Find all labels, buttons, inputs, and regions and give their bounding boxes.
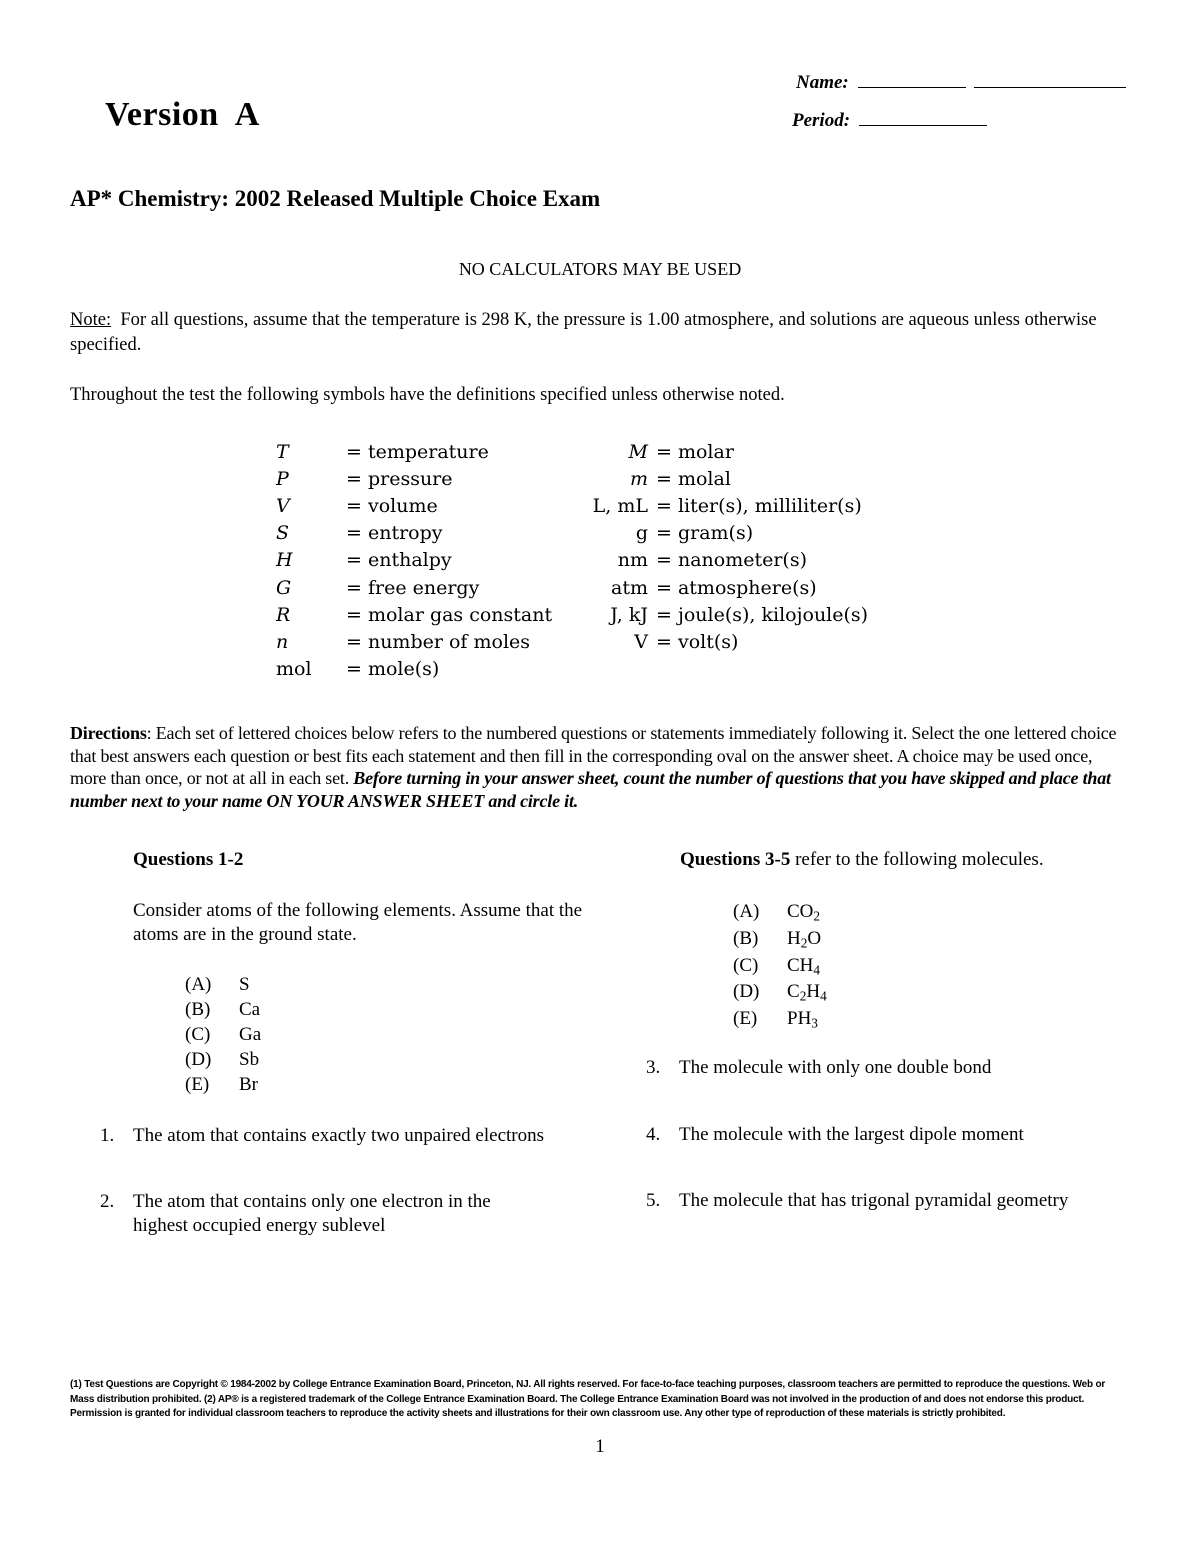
name-blank-2[interactable] [974, 73, 1126, 88]
symbol-definition: = enthalpy [346, 549, 452, 572]
choice-value: S [239, 974, 250, 995]
unit-definition: = molal [656, 467, 731, 490]
right-choice-list [733, 899, 827, 1033]
question-item [646, 1189, 1136, 1214]
question-text: The atom that contains only one electron in the highest occupied energy sublevel [133, 1190, 491, 1236]
unit-definition: = liter(s), milliliter(s) [656, 494, 862, 517]
choice-value: Br [239, 1074, 258, 1095]
symbol-definition: = pressure [346, 467, 453, 490]
choice-value: Sb [239, 1049, 260, 1070]
copyright-footer: (1) Test Questions are Copyright © 1984-2002 by College Entrance Examination Board, Princeton, NJ. All rights reserved. For face-to-face teaching purposes, classroom teachers are permitted to reproduce the questions. Web or Mass distribution prohibited. (2) AP® is a registered trademark of the College Entrance Examination Board. The College Entrance Examination Board was not involved in the production of and does not endorse this product. Permission is granted for individual classroom teachers to reproduce the activity sheets and illustrations for their own classroom use. Any other type of reproduction of these materials is strictly prohibited. [70, 1379, 1106, 1419]
question-number: 2. [100, 1190, 115, 1212]
symbol: V [276, 494, 290, 517]
unit-symbol: m [629, 467, 648, 490]
formula-part: H [787, 927, 801, 949]
symbol: n [276, 630, 289, 653]
symbol-definition: = volume [346, 494, 438, 517]
formula-subscript: 2 [799, 988, 807, 1004]
left-question-set [133, 848, 593, 948]
symbol-definition: = number of moles [346, 630, 531, 653]
choice-label: (B) [733, 927, 759, 949]
formula-part: C [787, 981, 800, 1003]
choice-label: (A) [185, 974, 212, 995]
symbol-row [276, 438, 868, 465]
question-text: The atom that contains exactly two unpaired electrons [133, 1125, 544, 1146]
formula-subscript: 3 [811, 1015, 818, 1031]
right-questions [646, 1056, 1136, 1214]
choice-label: (C) [185, 1024, 211, 1045]
symbol-row [276, 465, 868, 492]
left-questions [100, 1124, 550, 1239]
answer-choice [185, 997, 261, 1022]
symbol: G [276, 576, 292, 599]
left-set-heading: Questions 1-2 [133, 849, 244, 870]
choice-label: (C) [733, 954, 759, 976]
symbol: T [276, 440, 289, 463]
directions-label: Directions [70, 723, 147, 743]
choice-label: (A) [733, 901, 760, 922]
formula-subscript: 4 [813, 961, 821, 977]
version-heading [105, 96, 260, 134]
period-blank[interactable] [859, 111, 987, 126]
unit-definition: = volt(s) [656, 630, 739, 653]
symbol-row [276, 628, 868, 655]
question-text: The molecule with only one double bond [679, 1057, 992, 1078]
right-set-heading-tail: refer to the following molecules. [790, 849, 1044, 870]
question-number: 5. [646, 1190, 661, 1211]
directions-paragraph [70, 722, 1130, 812]
question-number: 1. [100, 1125, 115, 1146]
answer-choice [185, 1047, 261, 1072]
name-label: Name: [796, 72, 849, 93]
formula-subscript: 2 [800, 935, 808, 951]
name-blank-1[interactable] [858, 73, 966, 88]
version-letter: A [234, 96, 260, 133]
answer-choice [733, 899, 827, 926]
question-item [100, 1190, 550, 1239]
question-text: The molecule with the largest dipole moment [679, 1123, 1024, 1145]
symbol-row [276, 520, 868, 547]
formula-part: H [806, 981, 821, 1003]
no-calculators-notice: NO CALCULATORS MAY BE USED [458, 259, 742, 279]
version-word: Version [105, 96, 219, 133]
unit-definition: = atmosphere(s) [656, 576, 817, 599]
symbol-row [276, 656, 868, 683]
question-item [646, 1123, 1136, 1148]
symbol-definition: = mole(s) [346, 658, 440, 681]
formula-part: O [807, 927, 822, 949]
symbol: S [276, 522, 290, 545]
unit-symbol: g [635, 522, 648, 545]
unit-definition: = molar [656, 440, 734, 463]
answer-choice [185, 972, 261, 997]
choice-value: Ga [239, 1024, 262, 1045]
directions-emphasis: Before turning in your answer sheet, count the number of questions that you have skipped and place that number next to your name ON YOUR ANSWER SHEET and circle it. [70, 768, 1111, 811]
formula-subscript: 2 [813, 908, 821, 924]
answer-choice [733, 926, 827, 953]
left-set-intro: Consider atoms of the following elements. Assume that the atoms are in the ground state. [133, 899, 583, 945]
question-number: 3. [646, 1057, 661, 1078]
symbol: R [276, 603, 291, 626]
symbol-definition: = free energy [346, 576, 480, 599]
unit-symbol: J, kJ [610, 603, 648, 626]
answer-choice [185, 1022, 261, 1047]
unit-symbol: atm [611, 576, 648, 599]
symbols-intro: Throughout the test the following symbols have the definitions specified unless otherwise noted. [70, 385, 785, 405]
formula-subscript: 4 [820, 988, 827, 1004]
exam-title: AP* Chemistry: 2002 Released Multiple Choice Exam [70, 186, 601, 211]
formula-part: PH [787, 1008, 812, 1030]
symbol-definition: = molar gas constant [346, 603, 553, 626]
choice-label: (D) [185, 1049, 212, 1070]
answer-choice [733, 1006, 827, 1033]
question-text: The molecule that has trigonal pyramidal geometry [679, 1190, 1069, 1211]
symbols-table [276, 438, 868, 683]
directions-text: : Each set of lettered choices below refers to the numbered questions or statements immediately following it. Select the one lettered choice that best answers each question or best fits each statement and then fill in the corresponding oval on the answer sheet. A choice may be used once, more than once, or not at all in each set. [70, 723, 1117, 788]
question-item [100, 1124, 550, 1149]
symbol-row [276, 574, 868, 601]
right-question-set [680, 848, 1140, 873]
unit-definition: = nanometer(s) [656, 549, 807, 572]
symbol: P [276, 467, 289, 490]
symbol-definition: = entropy [346, 522, 443, 545]
unit-symbol: V [634, 630, 648, 653]
answer-choice [185, 1072, 261, 1097]
symbol-row [276, 547, 868, 574]
formula-part: CO [787, 901, 814, 922]
symbol-row [276, 492, 868, 519]
formula-part: CH [787, 954, 814, 976]
left-choice-list [185, 972, 261, 1097]
unit-definition: = joule(s), kilojoule(s) [656, 603, 869, 626]
choice-label: (D) [733, 981, 760, 1003]
choice-label: (B) [185, 999, 211, 1020]
unit-symbol [564, 656, 656, 683]
symbol: mol [276, 658, 312, 681]
note-paragraph [70, 308, 1130, 358]
symbol-definition: = temperature [346, 440, 489, 463]
unit-definition: = gram(s) [656, 522, 754, 545]
unit-symbol: nm [617, 549, 648, 572]
unit-definition [656, 656, 868, 683]
right-set-heading: Questions 3-5 [680, 849, 791, 870]
choice-value: Ca [239, 999, 261, 1020]
choice-label: (E) [185, 1074, 210, 1095]
period-field[interactable] [792, 110, 987, 132]
unit-symbol: L, mL [592, 494, 648, 517]
note-text: For all questions, assume that the temperature is 298 K, the pressure is 1.00 atmosphere, and solutions are aqueous unless otherwise specified. [70, 310, 1097, 355]
name-field[interactable] [796, 72, 1126, 94]
period-label: Period: [792, 110, 851, 131]
question-item [646, 1056, 1136, 1081]
symbol-row [276, 601, 868, 628]
page-number: 1 [595, 1436, 605, 1457]
question-number: 4. [646, 1123, 661, 1145]
note-label: Note: [70, 310, 112, 330]
symbol: H [276, 549, 293, 572]
choice-label: (E) [733, 1008, 758, 1030]
unit-symbol: M [628, 440, 648, 463]
answer-choice [733, 979, 827, 1006]
answer-choice [733, 953, 827, 980]
